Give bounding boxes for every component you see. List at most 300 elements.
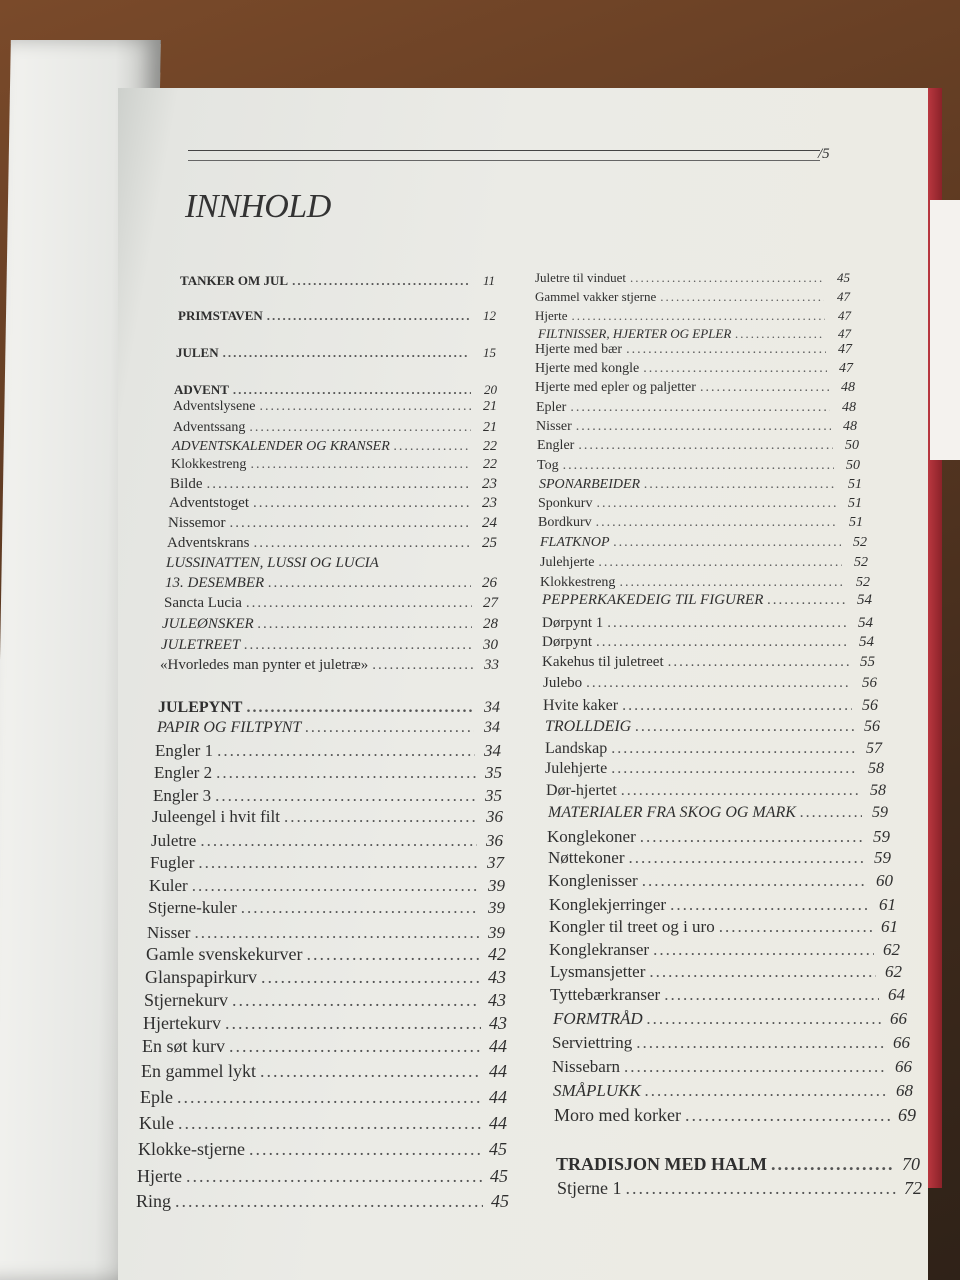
toc-entry-label: ADVENT [174,382,229,397]
toc-entry-label: 13. DESEMBER [165,575,265,591]
toc-leader-dots [649,962,876,982]
toc-leader-dots [685,1105,890,1126]
toc-entry-hvorledes-man-pynter-et-juletr [160,657,499,674]
toc-entry-page: 34 [484,741,501,760]
toc-leader-dots [232,990,480,1011]
toc-entry-page: 48 [841,380,855,395]
toc-entry-formtra-d [553,1009,907,1029]
toc-entry-label: Hjerte [535,308,568,323]
toc-entry-jule-nsker [162,616,498,633]
toc-entry-hjertekurv [143,1013,507,1034]
toc-entry-stjerne-kuler [148,898,505,918]
toc-entry-kakehus-til-juletreet [542,654,875,671]
toc-entry-page: 56 [862,697,878,714]
toc-leader-dots [624,1057,886,1077]
toc-entry-glanspapirkurv [145,967,506,988]
toc-entry-page: 62 [885,962,902,981]
toc-entry-page: 48 [842,400,856,415]
toc-leader-dots [394,439,471,455]
toc-entry-klokkestreng [540,575,870,591]
toc-entry-julebo [543,675,877,692]
toc-entry-page: 54 [858,615,873,631]
toc-entry-label: Engler 3 [153,786,212,805]
toc-entry-page: 27 [483,595,498,611]
toc-entry-label: Hjertekurv [143,1013,221,1033]
toc-leader-dots [177,1087,481,1108]
toc-entry-label: JULETREET [161,637,241,653]
toc-entry-stjernekurv [144,990,506,1011]
toc-leader-dots [178,1113,481,1134]
toc-leader-dots [249,420,471,436]
toc-leader-dots [640,827,864,847]
toc-entry-page: 23 [482,476,497,492]
toc-entry-page: 25 [482,535,497,551]
toc-entry-label: Nissemor [168,515,226,531]
toc-entry-gammel-vakker-stjerne [535,289,850,305]
toc-leader-dots [767,592,846,609]
toc-entry-primstaven [178,308,496,324]
toc-entry-label: En søt kurv [142,1036,225,1056]
toc-entry-page: 59 [872,804,888,821]
toc-entry-page: 48 [843,419,857,434]
toc-entry-label: Hjerte med kongle [535,361,640,376]
toc-entry-label: Klokke-stjerne [138,1139,245,1159]
toc-leader-dots [230,515,472,532]
toc-entry-page: 60 [876,871,893,890]
toc-leader-dots [192,876,479,896]
toc-entry-label: Gamle svenskekurver [146,944,303,964]
toc-entry-en-s-t-kurv [142,1036,507,1057]
toc-entry-engler-2 [154,763,502,783]
toc-entry-page: 42 [488,944,506,964]
toc-entry-label: Stjernekurv [144,990,228,1010]
toc-entry-landskap [545,740,882,758]
toc-entry-label: Konglekjerringer [549,895,667,914]
toc-entry-page: 66 [890,1009,907,1028]
toc-entry-adventslysene [173,399,497,415]
toc-entry-fugler [150,853,504,873]
toc-leader-dots [647,1009,881,1029]
toc-leader-dots [619,575,844,591]
toc-entry-ring [136,1191,509,1212]
toc-leader-dots [644,477,836,493]
toc-entry-lysmansjetter [550,962,902,982]
toc-leader-dots [598,555,842,571]
toc-entry-papir-og-filtpynt [157,719,500,737]
toc-entry-klokkestreng [171,457,497,473]
toc-entry-page: 22 [483,457,497,472]
toc-entry-hjerte-med-b-r [535,342,852,358]
toc-leader-dots [668,654,849,671]
toc-leader-dots [626,1178,897,1199]
toc-entry-page: 62 [883,940,900,959]
toc-entry-eple [140,1087,507,1108]
toc-entry-page: 61 [881,917,898,936]
toc-entry-page: 58 [868,760,884,777]
toc-entry-page: 34 [484,719,500,736]
toc-entry-label: Epler [536,400,567,415]
toc-entry-page: 50 [846,458,860,473]
toc-entry-page: 47 [839,361,853,376]
toc-leader-dots [596,496,836,512]
toc-entry-page: 54 [857,592,872,608]
toc-entry-page: 45 [489,1139,507,1159]
toc-entry-page: 43 [489,1013,507,1033]
toc-entry-page: 39 [488,876,505,895]
toc-entry-juletre-til-vinduet [535,270,850,286]
toc-entry-label: Julehjerte [540,555,595,570]
toc-leader-dots [254,535,472,552]
toc-entry-13-desember [165,575,497,592]
toc-entry-klokke-stjerne [138,1139,507,1160]
toc-entry-adventssang [173,420,497,436]
toc-entry-page: 35 [485,763,502,782]
toc-leader-dots [576,419,831,435]
toc-leader-dots [306,944,480,965]
toc-entry-label: Moro med korker [554,1105,681,1125]
toc-entry-label: Ring [136,1191,172,1211]
toc-entry-page: 51 [848,496,862,511]
toc-leader-dots [246,595,472,612]
toc-entry-label: Kuler [149,876,188,895]
toc-entry-konglenisser [548,871,893,891]
toc-entry-page: 52 [854,555,868,570]
toc-entry-page: 45 [490,1166,508,1186]
toc-entry-tradisjon-med-halm [556,1154,920,1175]
toc-entry-page: 70 [902,1154,920,1174]
toc-entry-label: Dørpynt [542,634,592,650]
toc-entry-page: 56 [862,675,877,691]
toc-entry-page: 47 [838,342,852,357]
toc-entry-label: Hjerte med bær [535,342,623,357]
toc-entry-label: Engler [537,438,575,453]
toc-entry-page: 35 [485,786,502,805]
toc-entry-page: 36 [486,831,503,850]
toc-entry-page: 43 [488,967,506,987]
toc-entry-label: Stjerne-kuler [148,898,237,917]
toc-entry-label: PAPIR OG FILTPYNT [157,719,302,736]
toc-leader-dots [611,760,858,778]
toc-entry-pepperkakedeig-til-figurer [542,592,872,609]
toc-entry-lussinatten-lussi-og-lucia [166,555,497,572]
toc-entry-d-rpynt-1 [542,615,873,632]
page-number: /5 [818,146,830,162]
toc-leader-dots [611,740,856,758]
toc-leader-dots [249,1139,481,1160]
toc-entry-page: 34 [484,699,500,716]
toc-entry-sancta-lucia [164,595,498,612]
toc-entry-label: «Hvorledes man pynter et juletræ» [160,657,369,673]
toc-entry-sponkurv [538,496,862,512]
toc-leader-dots [244,637,472,654]
toc-entry-hjerte-med-kongle [535,361,853,377]
toc-entry-page: 21 [483,399,497,414]
toc-entry-page: 44 [489,1061,507,1081]
toc-entry-page: 50 [845,438,859,453]
toc-leader-dots [292,273,469,289]
toc-entry-page: 47 [838,308,851,323]
toc-leader-dots [186,1166,482,1187]
toc-entry-juleengel-i-hvit-filt [152,807,503,827]
toc-entry-adventskalender-og-kranser [172,439,497,455]
toc-entry-page: 36 [486,807,503,826]
toc-entry-nisser [536,419,857,435]
toc-entry-page: 39 [488,898,505,917]
toc-entry-page: 43 [488,990,506,1010]
toc-leader-dots [635,718,854,736]
toc-entry-kuler [149,876,505,896]
toc-entry-label: PEPPERKAKEDEIG TIL FIGURER [542,592,764,608]
toc-entry-engler [537,438,859,454]
header-rule-lower [188,160,820,161]
toc-entry-trolldeig [545,718,880,736]
toc-entry-serviettring [552,1033,910,1053]
toc-entry-label: Tog [537,458,559,473]
toc-leader-dots [207,476,472,493]
toc-entry-label: JULEN [176,345,219,360]
toc-entry-bordkurv [538,515,863,531]
toc-entry-page: 39 [488,923,505,942]
toc-entry-label: Landskap [545,740,608,757]
toc-entry-hjerte [535,308,851,324]
toc-leader-dots [660,289,824,305]
toc-entry-page: 51 [849,515,863,530]
toc-leader-dots [570,400,830,416]
toc-entry-page: 51 [848,477,862,492]
toc-leader-dots [800,804,862,822]
toc-entry-page: 33 [484,657,499,673]
toc-leader-dots [223,345,470,361]
toc-leader-dots [614,535,842,551]
toc-entry-label: JULEØNSKER [162,616,254,632]
toc-entry-label: Stjerne 1 [557,1178,622,1198]
toc-leader-dots [653,940,874,960]
toc-leader-dots [630,270,824,286]
toc-entry-label: Adventssang [173,420,246,435]
toc-entry-page: 44 [489,1087,507,1107]
toc-entry-label: PRIMSTAVEN [178,308,263,323]
toc-leader-dots [563,458,834,474]
toc-entry-label: Engler 2 [154,763,213,782]
toc-entry-gamle-svenskekurver [146,944,506,965]
toc-entry-label: Kule [139,1113,174,1133]
toc-entry-n-ttekoner [548,848,891,868]
toc-entry-label: TANKER OM JUL [180,273,289,288]
toc-entry-label: Engler 1 [155,741,214,760]
toc-leader-dots [643,361,827,377]
toc-entry-label: SMÅPLUKK [553,1081,641,1100]
toc-leader-dots [259,399,471,415]
toc-entry-page: 64 [888,985,905,1004]
toc-leader-dots [664,985,879,1005]
toc-leader-dots [700,380,829,396]
toc-entry-label: FLATKNOP [540,535,610,550]
toc-entry-juletreet [161,637,498,654]
toc-entry-label: Hjerte [137,1166,182,1186]
toc-entry-label: Glanspapirkurv [145,967,257,987]
toc-entry-adventskrans [167,535,497,552]
toc-entry-page: 55 [860,654,875,670]
toc-leader-dots [246,699,474,717]
toc-entry-kule [139,1113,507,1134]
toc-entry-sponarbeider [539,477,862,493]
toc-entry-page: 66 [895,1057,912,1076]
toc-entry-label: Nisser [147,923,191,942]
toc-entry-label: Bilde [170,476,203,492]
toc-entry-label: FORMTRÅD [553,1009,643,1028]
toc-leader-dots [596,515,837,531]
toc-entry-hvite-kaker [543,697,878,715]
toc-entry-en-gammel-lykt [141,1061,507,1082]
toc-leader-dots [607,615,847,632]
toc-entry-label: Nisser [536,419,572,434]
toc-entry-page: 37 [487,853,504,872]
toc-leader-dots [670,895,870,915]
toc-entry-page: 57 [866,740,882,757]
toc-entry-moro-med-korker [554,1105,916,1126]
toc-entry-d-rpynt [542,634,874,651]
toc-entry-label: Lysmansjetter [550,962,646,981]
toc-leader-dots [200,831,477,851]
toc-entry-label: Fugler [150,853,195,872]
toc-leader-dots [175,1191,483,1212]
toc-entry-label: Eple [140,1087,173,1107]
toc-entry-nissebarn [552,1057,912,1077]
toc-entry-page: 68 [896,1081,913,1100]
toc-entry-label: Kakehus til juletreet [542,654,664,670]
toc-entry-page: 61 [879,895,896,914]
toc-entry-label: Kongler til treet og i uro [549,917,715,936]
toc-entry-label: Adventstoget [169,495,249,511]
side-paper [930,200,960,460]
toc-entry-juletre [151,831,503,851]
toc-entry-filtnisser-hjerter-og-epler [538,326,851,342]
toc-entry-page: 47 [838,326,851,341]
toc-entry-label: MATERIALER FRA SKOG OG MARK [548,804,796,821]
toc-entry-page: 52 [856,575,870,590]
toc-entry-page: 44 [489,1036,507,1056]
toc-entry-page: 22 [483,439,497,454]
toc-entry-sma-plukk [553,1081,913,1101]
toc-entry-label: Bordkurv [538,515,592,530]
toc-entry-label: Juletre [151,831,197,850]
toc-leader-dots [305,719,474,737]
toc-entry-page: 45 [491,1191,509,1211]
toc-leader-dots [284,807,477,827]
header-rule [188,150,820,151]
toc-entry-d-r-hjertet [546,782,886,800]
toc-entry-label: TROLLDEIG [545,718,632,735]
toc-leader-dots [261,967,480,988]
toc-entry-label: Sancta Lucia [164,595,242,611]
toc-entry-adventstoget [169,495,497,512]
toc-leader-dots [216,763,476,783]
toc-entry-page: 28 [483,616,498,632]
toc-entry-page: 59 [873,827,890,846]
toc-leader-dots [645,1081,887,1101]
toc-leader-dots [571,308,825,324]
toc-entry-engler-3 [153,786,502,806]
toc-leader-dots [260,1061,481,1082]
toc-entry-label: Konglenisser [548,871,638,890]
toc-leader-dots [194,923,479,943]
toc-entry-page: 58 [870,782,886,799]
toc-entry-page: 24 [482,515,497,531]
toc-entry-flatknop [540,535,867,551]
toc-entry-nisser [147,923,505,943]
toc-leader-dots [596,634,848,651]
toc-leader-dots [636,1033,884,1053]
toc-leader-dots [229,1036,481,1057]
toc-leader-dots [250,457,471,473]
toc-leader-dots [735,326,825,342]
toc-entry-page: 59 [874,848,891,867]
toc-entry-tog [537,458,860,474]
toc-entry-konglekranser [549,940,900,960]
toc-leader-dots [258,616,472,633]
toc-entry-page: 30 [483,637,498,653]
toc-leader-dots [586,675,851,692]
toc-leader-dots [628,848,865,868]
toc-leader-dots [215,786,476,806]
toc-entry-page: 45 [837,270,850,285]
toc-leader-dots [233,382,471,398]
toc-entry-label: SPONARBEIDER [539,477,641,492]
toc-leader-dots [621,782,860,800]
toc-entry-label: Adventslysene [173,399,256,414]
toc-entry-hjerte [137,1166,508,1187]
toc-entry-julen [176,345,496,361]
toc-entry-page: 15 [483,345,496,360]
toc-leader-dots [719,917,872,937]
toc-entry-label: JULEPYNT [158,699,243,716]
toc-entry-label: Dørpynt 1 [542,615,604,631]
page-title: INNHOLD [185,188,331,225]
toc-entry-advent [174,382,497,398]
toc-entry-label: Tyttebærkranser [550,985,661,1004]
toc-entry-label: Dør-hjertet [546,782,617,799]
toc-leader-dots [771,1154,894,1175]
toc-entry-page: 56 [864,718,880,735]
toc-entry-tytteb-rkranser [550,985,905,1005]
toc-leader-dots [217,741,475,761]
toc-leader-dots [578,438,833,454]
toc-entry-konglekjerringer [549,895,896,915]
toc-entry-page: 44 [489,1113,507,1133]
toc-entry-label: Konglekranser [549,940,650,959]
toc-entry-tanker-om-jul [180,273,495,289]
toc-entry-page: 47 [837,289,850,304]
toc-entry-label: ADVENTSKALENDER OG KRANSER [172,439,390,454]
toc-entry-label: Hjerte med epler og paljetter [535,380,696,395]
toc-leader-dots [267,308,470,324]
toc-entry-page: 12 [483,308,496,323]
toc-entry-label: FILTNISSER, HJERTER OG EPLER [538,326,732,341]
toc-entry-julepynt [158,699,500,717]
toc-entry-page: 26 [482,575,497,591]
toc-entry-label: Gammel vakker stjerne [535,289,657,304]
toc-leader-dots [253,495,471,512]
toc-leader-dots [622,697,852,715]
toc-entry-page: 52 [853,535,867,550]
toc-entry-kongler-til-treet-og-i-uro [549,917,898,937]
toc-leader-dots [225,1013,481,1034]
toc-leader-dots [241,898,479,918]
toc-leader-dots [642,871,867,891]
toc-entry-label: Nøttekoner [548,848,625,867]
toc-entry-julehjerte [540,555,868,571]
toc-entry-page: 66 [893,1033,910,1052]
